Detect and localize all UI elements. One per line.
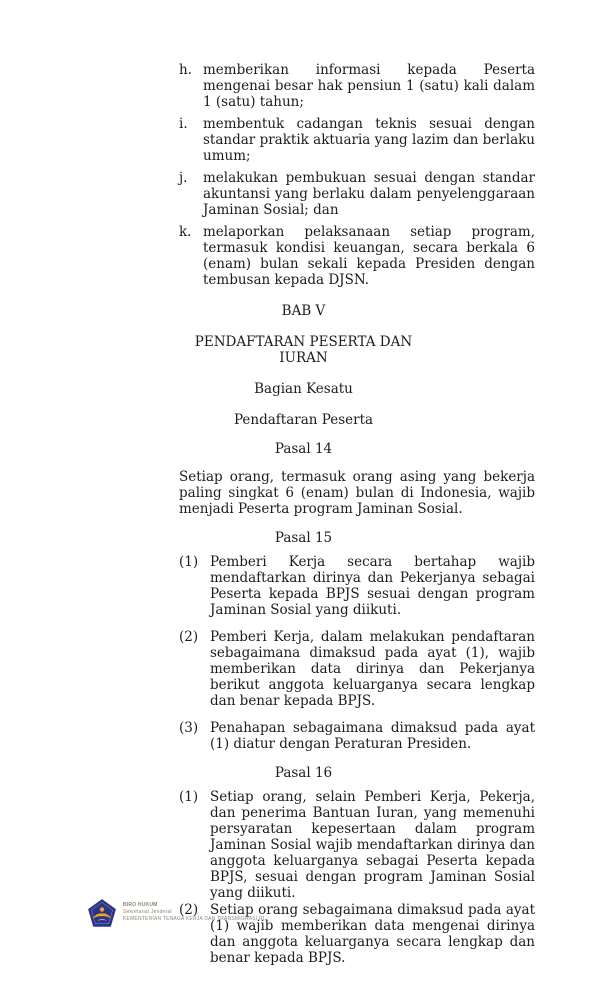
ayat-marker: (2) (179, 629, 199, 645)
pasal14-body: Setiap orang, termasuk orang asing yang bekerja paling singkat 6 (enam) bulan di Indonesia, wajib menjadi Peserta program Jaminan Sosial. (179, 469, 535, 517)
pasal16-ayat-1 (179, 789, 535, 901)
ayat-text: Setiap orang sebagaimana dimaksud pada ayat (1) wajib memberikan data mengenai dirinya dan anggota keluarganya secara lengkap dan benar kepada BPJS. (210, 902, 535, 966)
item-text: membentuk cadangan teknis sesuai dengan standar praktik aktuaria yang lazim dan berlaku umum; (203, 116, 535, 164)
document-body (179, 62, 535, 966)
chapter-title (0, 334, 607, 366)
part-title: Pendaftaran Peserta (233, 412, 374, 428)
ayat-text: Pemberi Kerja secara bertahap wajib mendaftarkan dirinya dan Pekerjanya sebagai Peserta kepada BPJS sesuai dengan program Jaminan Sosial yang diikuti. (210, 554, 535, 618)
footer-line-biro-hukum: BIRO HUKUM (123, 902, 158, 908)
chapter-title-line1: PENDAFTARAN PESERTA DAN (194, 334, 413, 350)
ministry-logo-icon (88, 899, 116, 927)
pasal15-ayat-1 (179, 554, 535, 618)
footer-text-block (123, 902, 264, 923)
footer-line-kementerian: KEMENTERIAN TENAGA KERJA DAN TRANSMIGRASI RI (123, 916, 265, 922)
ayat-marker: (2) (179, 902, 199, 918)
ayat-marker: (1) (179, 789, 199, 805)
item-marker: h. (179, 62, 192, 78)
ayat-marker: (3) (179, 720, 199, 736)
ayat-marker: (1) (179, 554, 199, 570)
pasal15-ayat-3 (179, 720, 535, 752)
list-item-i (179, 116, 535, 164)
pasal16-heading: Pasal 16 (274, 765, 333, 781)
footer-line-sekretariat: Sekretariat Jenderal (123, 909, 172, 915)
item-marker: j. (179, 170, 188, 186)
pasal15-heading: Pasal 15 (274, 530, 333, 546)
ayat-text: Pemberi Kerja, dalam melakukan pendaftaran sebagaimana dimaksud pada ayat (1), wajib memberikan data dirinya dan Pekerjanya berikut anggota keluarganya secara lengkap dan benar kepada BPJS. (210, 629, 535, 709)
part-label: Bagian Kesatu (254, 381, 353, 397)
chapter-title-line2: IURAN (279, 350, 328, 366)
item-text: melaporkan pelaksanaan setiap program, termasuk kondisi keuangan, secara berkala 6 (enam) bulan sekali kepada Presiden dengan tembusan kepada DJSN. (203, 224, 535, 288)
pasal15-ayat-2 (179, 629, 535, 709)
item-text: memberikan informasi kepada Peserta mengenai besar hak pensiun 1 (satu) kali dalam 1 (satu) tahun; (203, 62, 535, 110)
item-text: melakukan pembukuan sesuai dengan standar akuntansi yang berlaku dalam penyelenggaraan Jaminan Sosial; dan (203, 170, 535, 218)
list-item-k (179, 224, 535, 288)
ayat-text: Setiap orang, selain Pemberi Kerja, Pekerja, dan penerima Bantuan Iuran, yang memenuhi persyaratan kepesertaan dalam program Jaminan Sosial wajib mendaftarkan dirinya dan anggota keluarganya sebagai Peserta kepada BPJS, sesuai dengan program Jaminan Sosial yang diikuti. (210, 789, 535, 901)
list-item-j (179, 170, 535, 218)
item-marker: k. (179, 224, 192, 240)
page-footer (88, 899, 264, 927)
chapter-label: BAB V (281, 303, 326, 319)
pasal14-heading: Pasal 14 (274, 441, 333, 457)
item-marker: i. (179, 116, 188, 132)
list-item-h (179, 62, 535, 110)
ayat-text: Penahapan sebagaimana dimaksud pada ayat (1) diatur dengan Peraturan Presiden. (210, 720, 535, 752)
